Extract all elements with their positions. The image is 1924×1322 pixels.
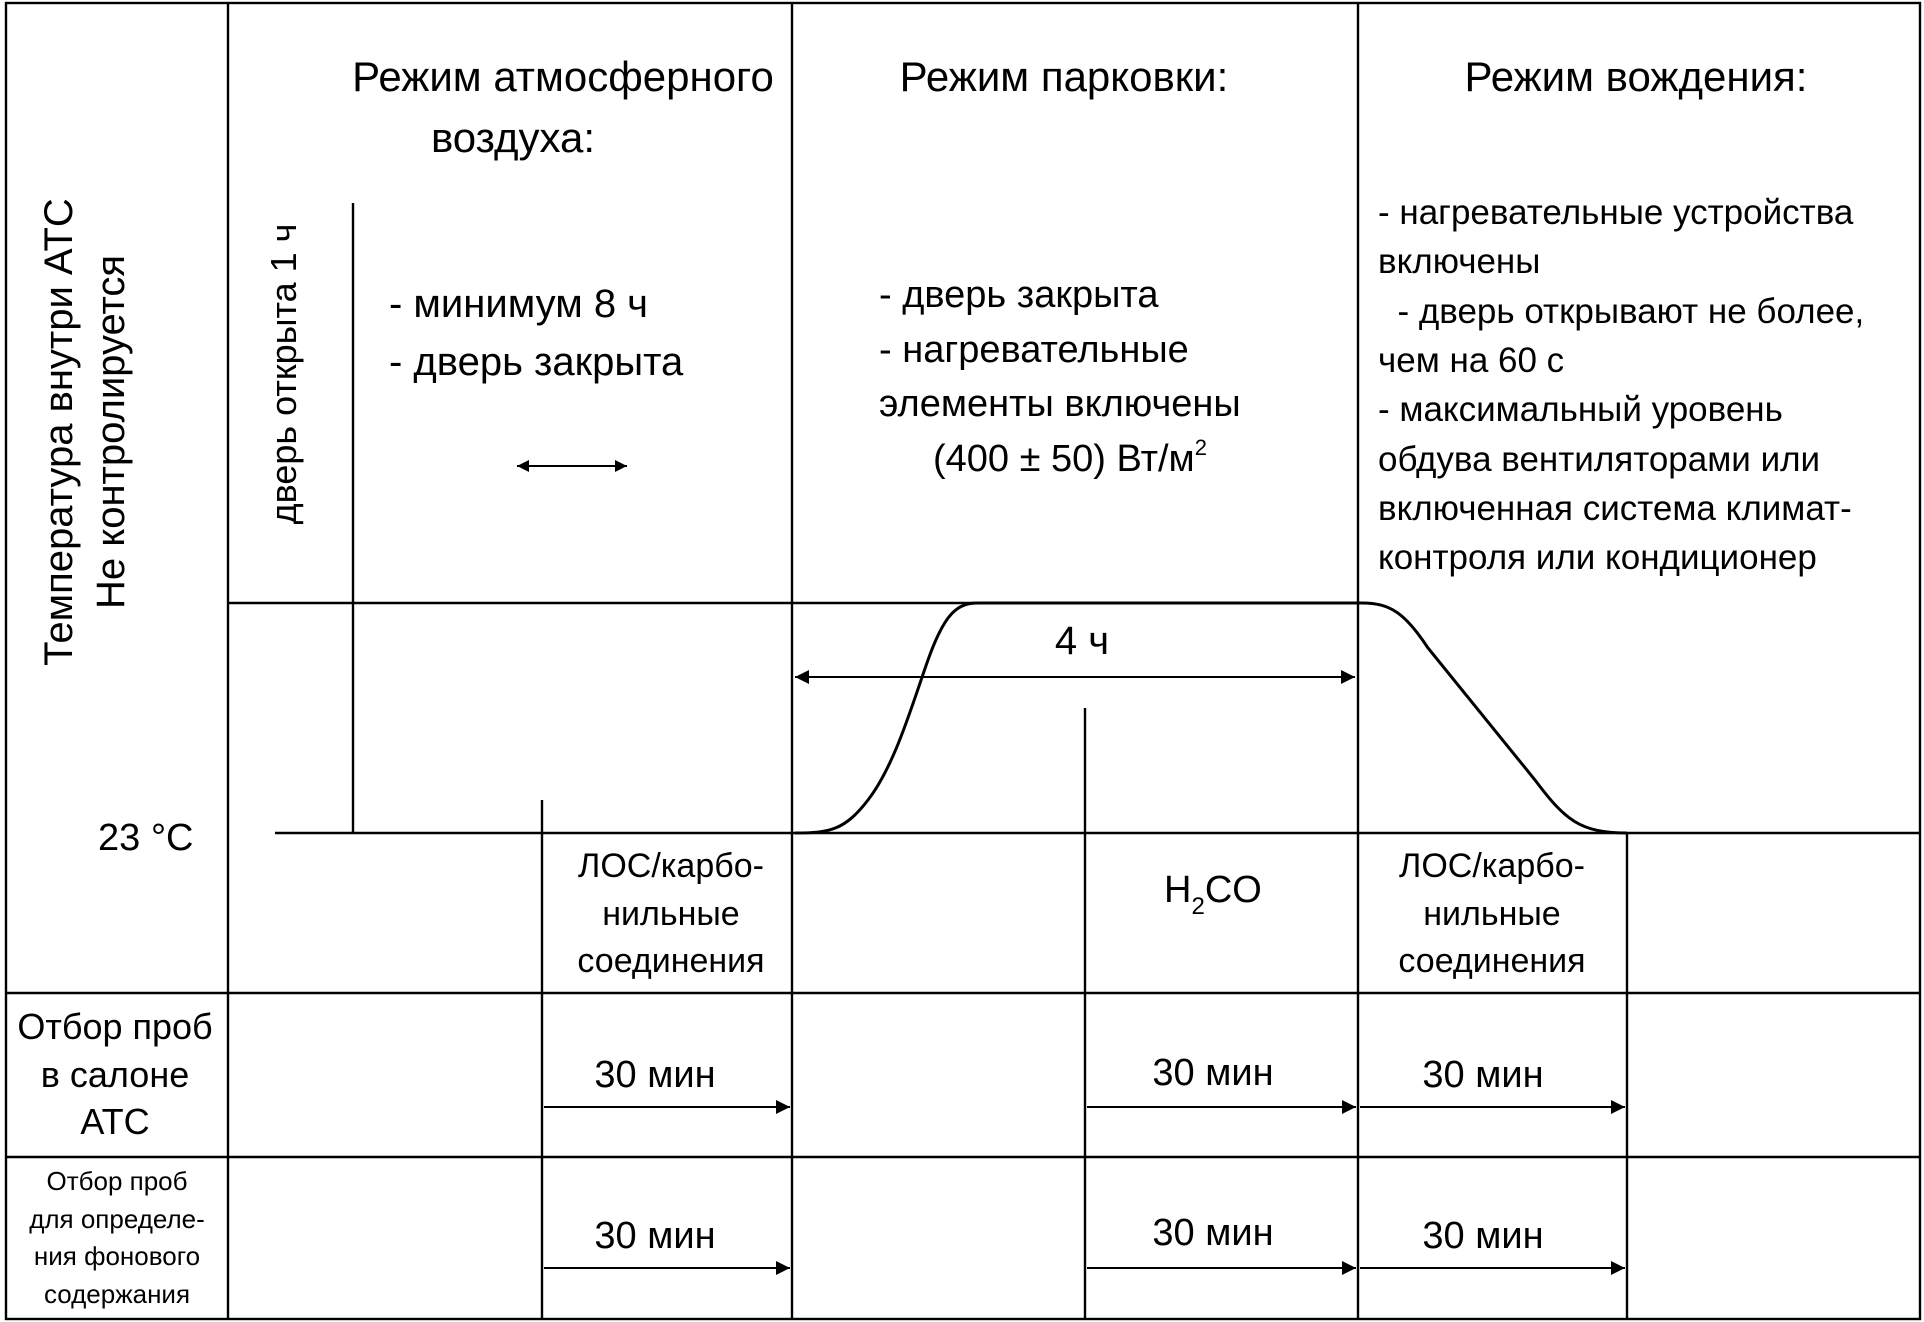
parking-duration-label: 4 ч bbox=[1054, 619, 1110, 663]
formaldehyde-subscript: 2 bbox=[1191, 893, 1205, 920]
parking-item-door-closed: - дверь закрыта bbox=[879, 274, 1159, 316]
formaldehyde-co: CO bbox=[1204, 869, 1262, 911]
driving-line-5: - максимальный уровень bbox=[1378, 390, 1783, 429]
header-driving: Режим вождения: bbox=[1464, 53, 1808, 100]
cabin-sampling-2-label: 30 мин bbox=[1152, 1052, 1274, 1094]
driving-line-2: включены bbox=[1378, 242, 1541, 281]
cabin-sampling-3-label: 30 мин bbox=[1422, 1054, 1544, 1096]
row-background-line2: для определе- bbox=[29, 1204, 205, 1234]
y-axis-label-line1: Температура внутри АТС bbox=[37, 198, 81, 666]
background-sampling-1-label: 30 мин bbox=[594, 1215, 716, 1257]
driving-conditions bbox=[1378, 193, 1864, 577]
background-sampling-3-label: 30 мин bbox=[1422, 1215, 1544, 1257]
driving-line-1: - нагревательные устройства bbox=[1378, 193, 1854, 232]
header-atmospheric-line2: воздуха: bbox=[430, 114, 596, 161]
formaldehyde-label bbox=[1164, 869, 1262, 920]
row-cabin-line1: Отбор проб bbox=[17, 1006, 213, 1047]
voc-label-1-line2: нильные bbox=[602, 895, 740, 933]
atmospheric-item-min-8h: - минимум 8 ч bbox=[389, 282, 649, 326]
voc-label-2-line2: нильные bbox=[1423, 895, 1561, 933]
driving-line-8: контроля или кондиционер bbox=[1378, 538, 1817, 577]
parking-power-superscript: 2 bbox=[1194, 435, 1207, 460]
parking-power-value bbox=[933, 435, 1207, 480]
cabin-sampling-1-label: 30 мин bbox=[594, 1054, 716, 1096]
background-sampling-2-label: 30 мин bbox=[1152, 1212, 1274, 1254]
atmospheric-item-door-closed: - дверь закрыта bbox=[389, 340, 684, 384]
door-open-label: дверь открыта 1 ч bbox=[263, 223, 304, 525]
voc-label-1-line1: ЛОС/карбо- bbox=[578, 847, 764, 885]
driving-line-7: включенная система климат- bbox=[1378, 489, 1852, 528]
parking-power-main: (400 ± 50) Вт/м bbox=[933, 438, 1195, 480]
driving-line-6: обдува вентиляторами или bbox=[1378, 440, 1821, 479]
voc-label-1-line3: соединения bbox=[577, 942, 765, 980]
parking-item-heaters-line2: элементы включены bbox=[879, 383, 1241, 425]
row-cabin-line3: АТС bbox=[80, 1101, 150, 1142]
voc-label-2-line1: ЛОС/карбо- bbox=[1399, 847, 1585, 885]
row-background-line4: содержания bbox=[43, 1279, 191, 1309]
driving-line-4: чем на 60 с bbox=[1378, 341, 1565, 380]
row-background-line1: Отбор проб bbox=[46, 1166, 188, 1196]
header-parking: Режим парковки: bbox=[899, 53, 1229, 100]
header-atmospheric-line1: Режим атмосферного bbox=[352, 53, 774, 100]
temperature-23c-label: 23 °C bbox=[98, 817, 194, 859]
voc-label-2-line3: соединения bbox=[1398, 942, 1586, 980]
parking-item-heaters-line1: - нагревательные bbox=[879, 329, 1189, 371]
row-cabin-line2: в салоне bbox=[40, 1054, 190, 1095]
formaldehyde-h: H bbox=[1164, 869, 1192, 911]
driving-line-3: - дверь открывают не более, bbox=[1378, 292, 1865, 331]
y-axis-label-line2: Не контролируется bbox=[89, 255, 133, 609]
temperature-profile-curve bbox=[795, 603, 1627, 833]
row-background-line3: ния фонового bbox=[33, 1241, 201, 1271]
